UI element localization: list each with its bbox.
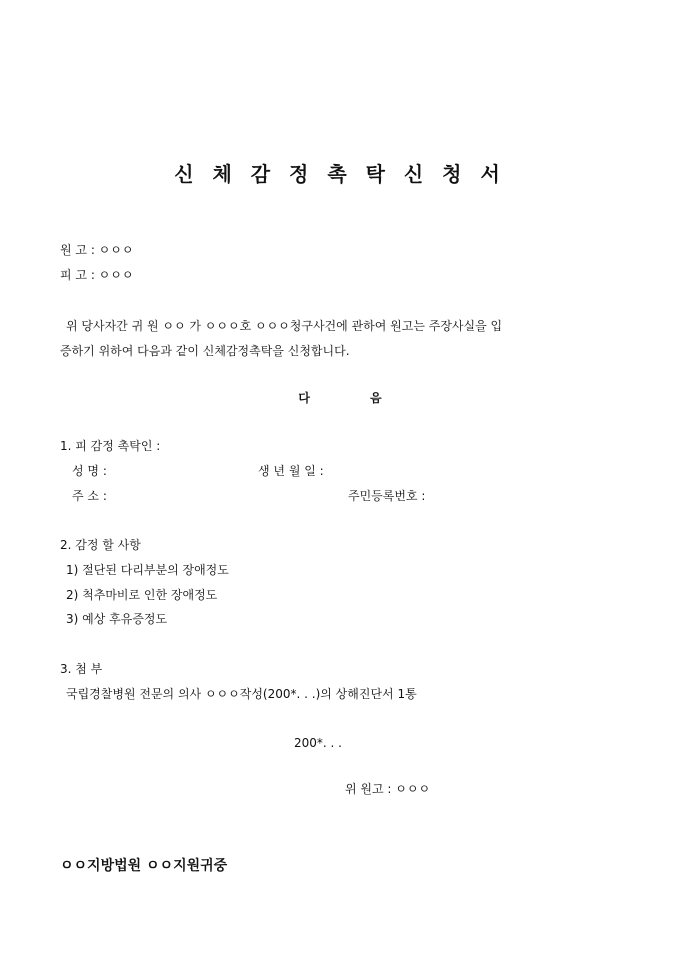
plaintiff-line: 원 고 : ㅇㅇㅇ <box>60 243 134 257</box>
court-addressee: ㅇㅇ지방법원 ㅇㅇ지원귀중 <box>60 858 228 874</box>
list-item: 2) 척추마비로 인한 장애정도 <box>66 588 218 602</box>
body-paragraph-line-2: 증하기 위하여 다음과 같이 신체감정촉탁을 신청합니다. <box>60 344 350 358</box>
address-label: 주 소 : <box>72 489 107 503</box>
list-item: 3) 예상 후유증정도 <box>66 612 168 626</box>
section3-title: 3. 첨 부 <box>60 662 103 676</box>
defendant-line: 피 고 : ㅇㅇㅇ <box>60 268 134 282</box>
document-date: 200*. . . <box>294 736 342 750</box>
birth-label: 생 년 월 일 : <box>258 464 324 478</box>
heading-right-char: 음 <box>370 391 382 405</box>
name-label: 성 명 : <box>72 464 107 478</box>
list-item: 1) 절단된 다리부분의 장애정도 <box>66 563 229 577</box>
heading-left-char: 다 <box>298 391 310 405</box>
section-heading <box>0 389 680 406</box>
rrn-label: 주민등록번호 : <box>348 489 426 503</box>
attachment-line: 국립경찰병원 전문의 의사 ㅇㅇㅇ작성(200*. . .)의 상해진단서 1통 <box>66 687 417 701</box>
body-paragraph-line-1: 위 당사자간 귀 원 ㅇㅇ 가 ㅇㅇㅇ호 ㅇㅇㅇ청구사건에 관하여 원고는 주장사실을 입 <box>66 319 503 333</box>
signature-line: 위 원고 : ㅇㅇㅇ <box>345 782 431 796</box>
document-title: 신 체 감 정 촉 탁 신 청 서 <box>174 162 506 186</box>
section1-title: 1. 피 감정 촉탁인 : <box>60 439 161 453</box>
section2-title: 2. 감정 할 사항 <box>60 538 141 552</box>
